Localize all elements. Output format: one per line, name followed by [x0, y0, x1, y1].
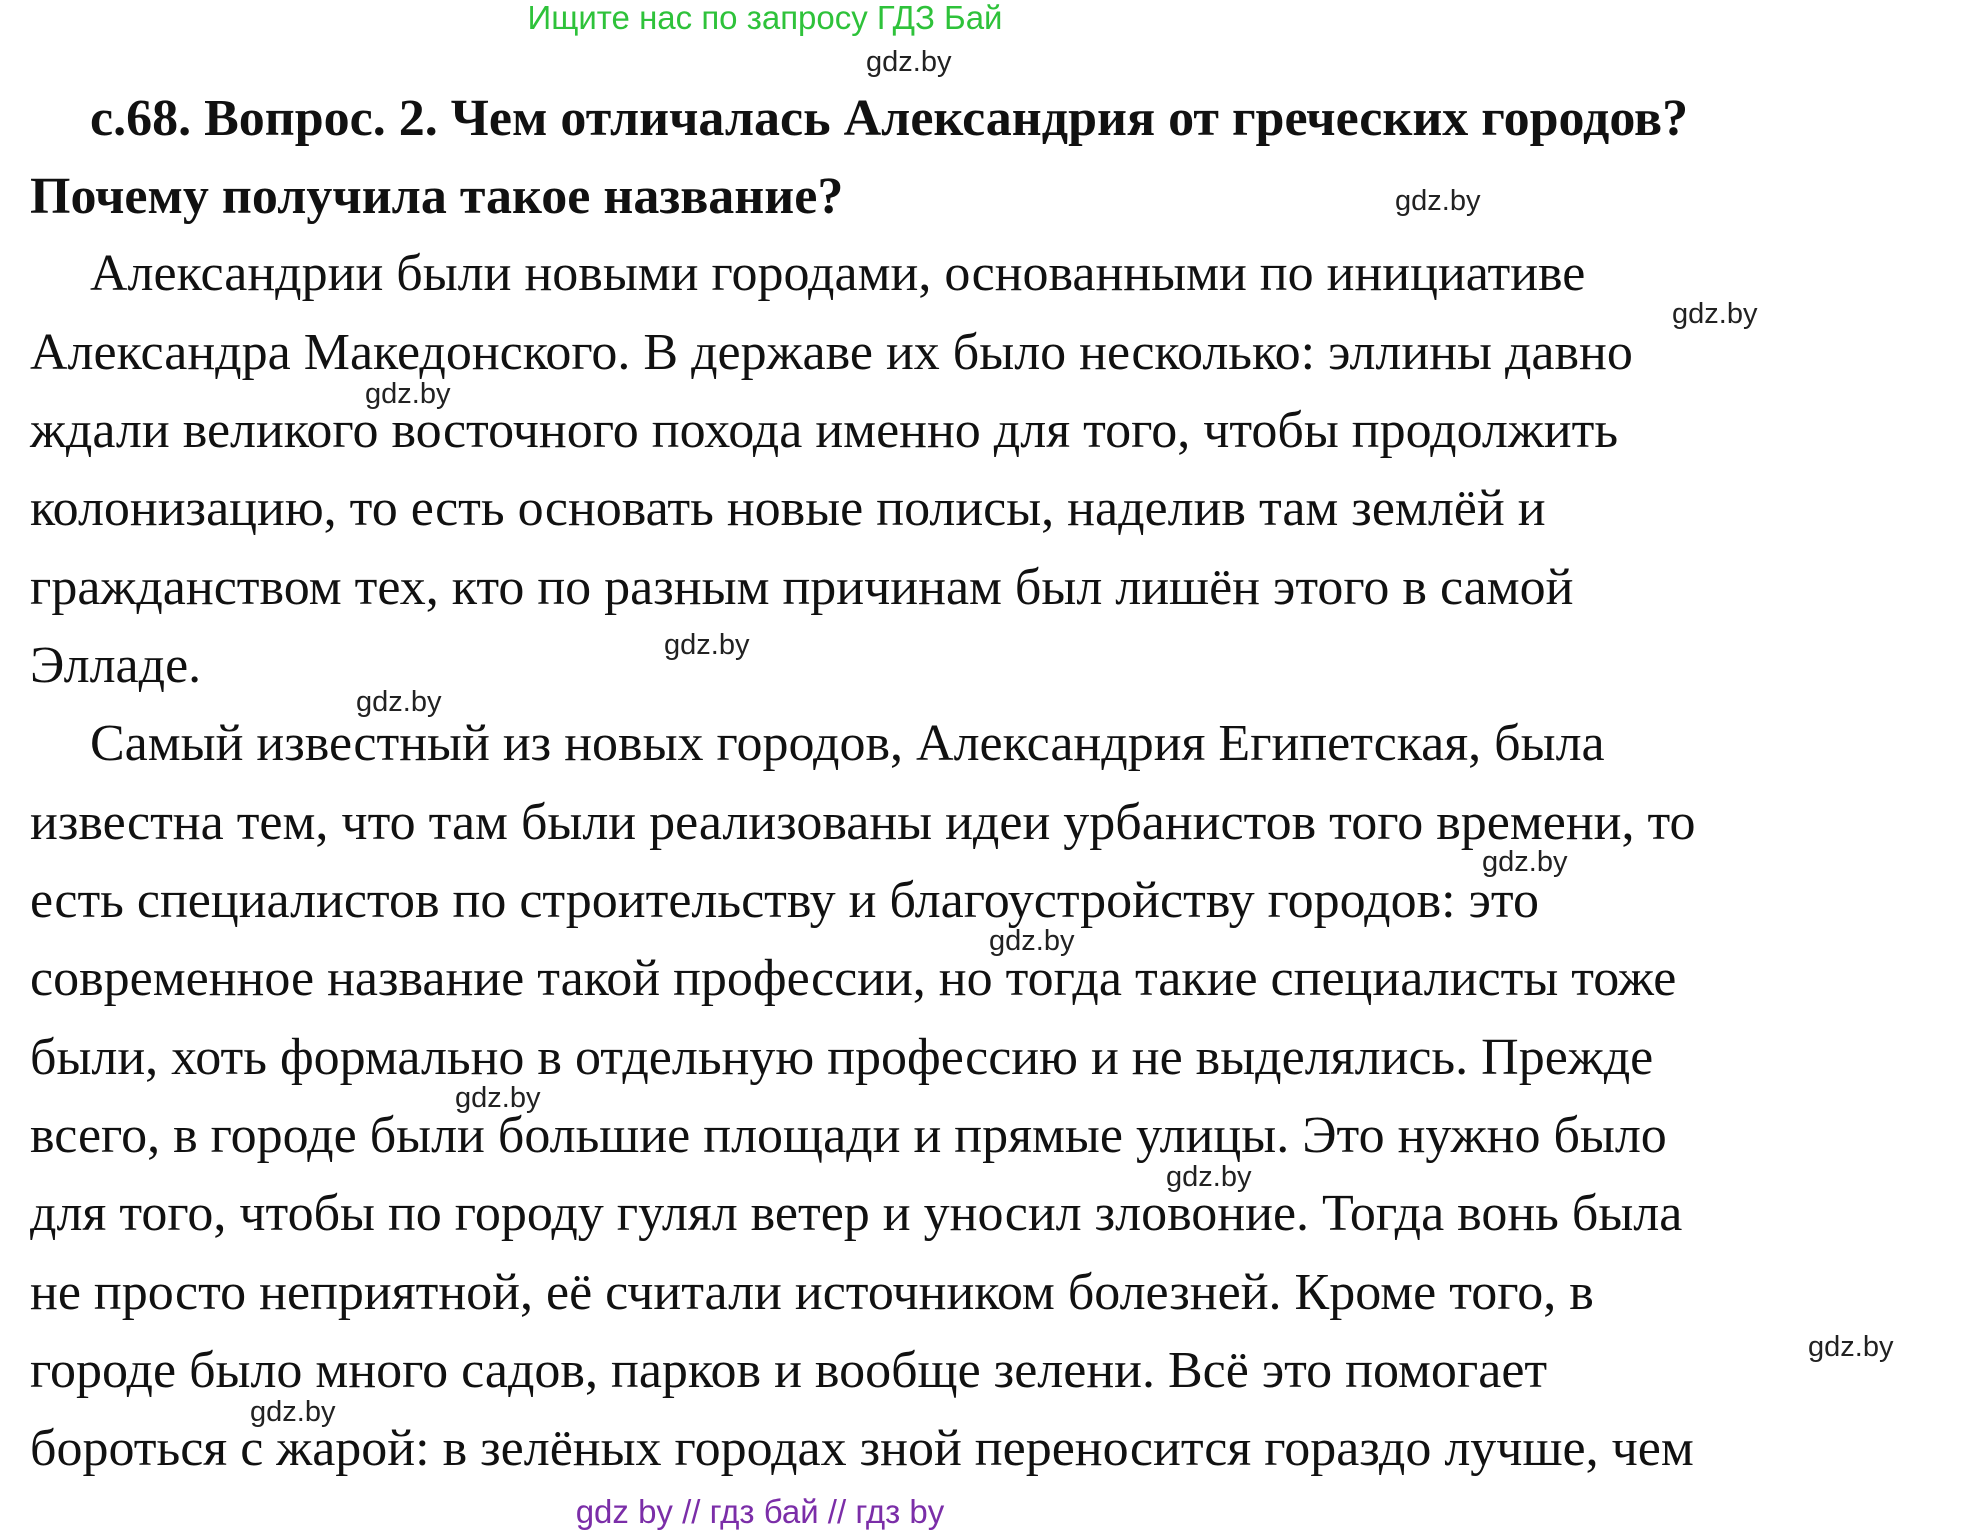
watermark: gdz.by [1482, 846, 1568, 878]
paragraph-line: ждали великого восточного похода именно для того, чтобы продолжить [30, 402, 1619, 459]
watermark: gdz.by [989, 925, 1075, 957]
paragraph-line: не просто неприятной, её считали источником болезней. Кроме того, в [30, 1264, 1594, 1321]
top-banner[interactable]: Ищите нас по запросу ГДЗ Бай [527, 0, 1003, 36]
paragraph-line: бороться с жарой: в зелёных городах зной переносится гораздо лучше, чем [30, 1420, 1694, 1477]
watermark: gdz.by [664, 629, 750, 661]
paragraph-line: городе было много садов, парков и вообще зелени. Всё это помогает [30, 1342, 1548, 1399]
watermark: gdz.by [1808, 1331, 1894, 1363]
question-title: Почему получила такое название? [30, 168, 844, 225]
paragraph-line: есть специалистов по строительству и благоустройству городов: это [30, 872, 1539, 929]
paragraph-line: для того, чтобы по городу гулял ветер и уносил зловоние. Тогда вонь была [30, 1185, 1683, 1242]
watermark: gdz.by [866, 46, 952, 78]
paragraph-line: колонизацию, то есть основать новые полисы, наделив там землёй и [30, 480, 1546, 537]
footer-links[interactable]: gdz by // гдз бай // гдз by [575, 1493, 945, 1530]
paragraph-line: были, хоть формально в отдельную профессию и не выделялись. Прежде [30, 1029, 1654, 1086]
watermark: gdz.by [1166, 1161, 1252, 1193]
question-title: с.68. Вопрос. 2. Чем отличалась Александрия от греческих городов? [90, 90, 1689, 147]
watermark: gdz.by [365, 378, 451, 410]
paragraph-line: известна тем, что там были реализованы идеи урбанистов того времени, то [30, 794, 1696, 851]
watermark: gdz.by [455, 1082, 541, 1114]
watermark: gdz.by [356, 686, 442, 718]
watermark: gdz.by [250, 1396, 336, 1428]
watermark: gdz.by [1395, 185, 1481, 217]
paragraph-line: Александра Македонского. В державе их было несколько: эллины давно [30, 324, 1633, 381]
watermark: gdz.by [1672, 298, 1758, 330]
paragraph-line: Самый известный из новых городов, Александрия Египетская, была [90, 715, 1605, 772]
paragraph-line: Александрии были новыми городами, основанными по инициативе [90, 245, 1586, 302]
paragraph-line: современное название такой профессии, но тогда такие специалисты тоже [30, 950, 1677, 1007]
paragraph-line: Элладе. [30, 637, 202, 694]
paragraph-line: всего, в городе были большие площади и прямые улицы. Это нужно было [30, 1107, 1667, 1164]
paragraph-line: гражданством тех, кто по разным причинам был лишён этого в самой [30, 559, 1574, 616]
